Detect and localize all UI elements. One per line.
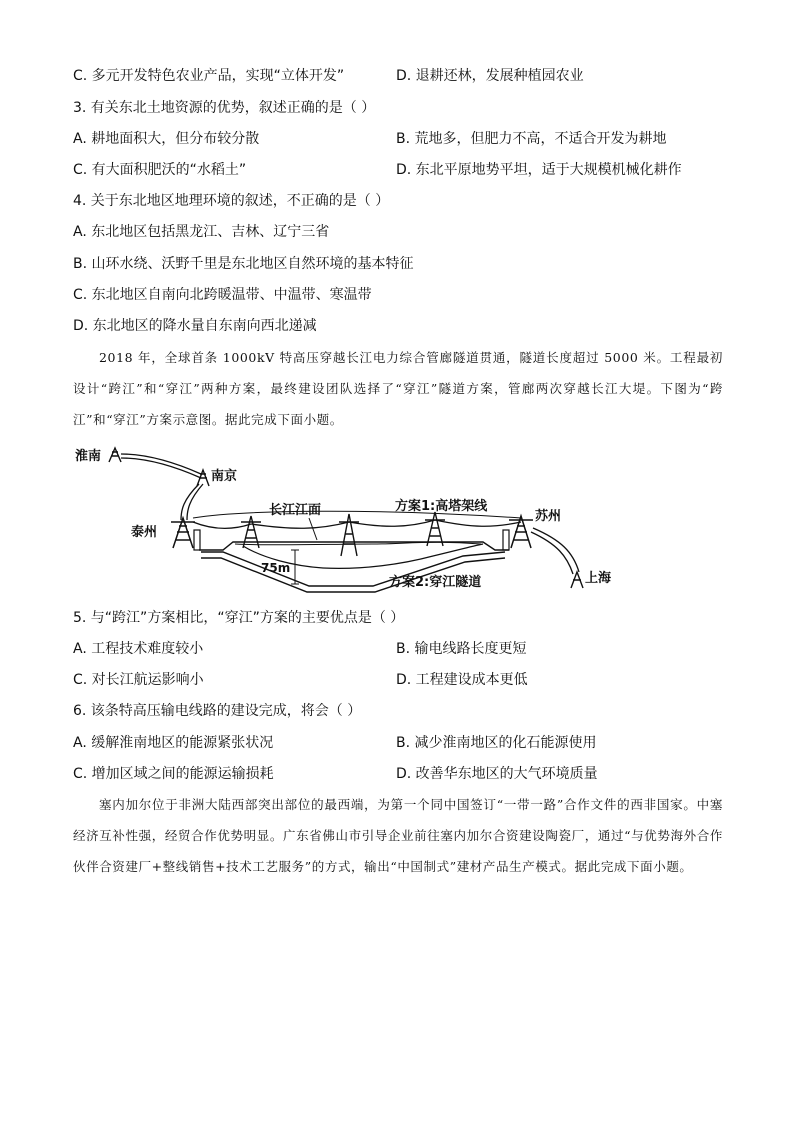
- q6-option-d: D. 改善华东地区的大气环境质量: [396, 766, 598, 782]
- q5-option-a: A. 工程技术难度较小: [73, 641, 204, 657]
- q4-option-c: C. 东北地区自南向北跨暖温带、中温带、寒温带: [73, 287, 372, 303]
- huainan-tower-icon: [109, 448, 121, 462]
- q3-option-b: B. 荒地多，但肥力不高，不适合开发为耕地: [396, 131, 667, 147]
- q6-stem: 6. 该条特高压输电线路的建设完成，将会（ ）: [73, 703, 362, 719]
- q3-stem: 3. 有关东北土地资源的优势，叙述正确的是（ ）: [73, 100, 376, 116]
- q5-options-row-cd: [73, 670, 733, 690]
- q3-options-row-ab: [73, 129, 733, 149]
- q6-option-a: A. 缓解淮南地区的能源紧张状况: [73, 735, 274, 751]
- shanghai-label: 上海: [585, 571, 612, 586]
- q4-option-a: A. 东北地区包括黑龙江、吉林、辽宁三省: [73, 224, 330, 240]
- q5-options-row-ab: [73, 639, 733, 659]
- q3-option-a: A. 耕地面积大，但分布较分散: [73, 131, 260, 147]
- huainan-label: 淮南: [75, 449, 102, 464]
- river-tower-3-icon: [425, 512, 445, 546]
- plan1-label: 方案1:高塔架线: [395, 499, 488, 514]
- q6-options-row-ab: [73, 733, 733, 753]
- shanghai-tower-icon: [571, 572, 583, 588]
- nanjing-label: 南京: [211, 469, 238, 484]
- q5-stem: 5. 与“跨江”方案相比，“穿江”方案的主要优点是（ ）: [73, 610, 405, 626]
- q4-stem: 4. 关于东北地区地理环境的叙述，不正确的是（ ）: [73, 193, 390, 209]
- q3-option-c: C. 有大面积肥沃的“水稻土”: [73, 162, 247, 178]
- q6-options-row-cd: [73, 764, 733, 784]
- q5-option-b: B. 输电线路长度更短: [396, 641, 527, 657]
- depth-label: 75m: [261, 561, 291, 575]
- q4-option-b: B. 山环水绕、沃野千里是东北地区自然环境的基本特征: [73, 256, 414, 272]
- passage-senegal-text: 塞内加尔位于非洲大陆西部突出部位的最西端，为第一个同中国签订“一带一路”合作文件的西非国家。中塞经济互补性强，经贸合作优势明显。广东省佛山市引导企业前往塞内加尔合资建设陶瓷厂，通过“与优势海外合作伙伴合资建厂+整线销售+技术工艺服务”的方式，输出“中国制式”建材产品生产模式。据此完成下面小题。: [73, 797, 723, 874]
- q2-options-row-cd: [73, 66, 733, 86]
- q5-option-c: C. 对长江航运影响小: [73, 672, 204, 688]
- q6-option-b: B. 减少淮南地区的化石能源使用: [396, 735, 597, 751]
- q4-option-d: D. 东北地区的降水量自东南向西北递减: [73, 318, 317, 334]
- q5-option-d: D. 工程建设成本更低: [396, 672, 528, 688]
- river-surface-label: 长江江面: [269, 503, 322, 518]
- river-tower-2-icon: [339, 514, 359, 556]
- q6-option-c: C. 增加区域之间的能源运输损耗: [73, 766, 274, 782]
- passage-tunnel: [73, 342, 723, 435]
- suzhou-label: 苏州: [535, 509, 562, 524]
- taizhou-tower-icon: [171, 518, 195, 548]
- suzhou-tower-icon: [509, 516, 533, 548]
- q3-options-row-cd: [73, 160, 733, 180]
- passage-tunnel-text: 2018 年，全球首条 1000kV 特高压穿越长江电力综合管廊隧道贯通，隧道长度超过 5000 米。工程最初设计“跨江”和“穿江”两种方案，最终建设团队选择了“穿江”隧道方案，管廊两次穿越长江大堤。下图为“跨江”和“穿江”方案示意图。据此完成下面小题。: [73, 350, 723, 427]
- passage-senegal: [73, 789, 723, 882]
- taizhou-label: 泰州: [131, 525, 158, 540]
- plan2-label: 方案2:穿江隧道: [389, 575, 482, 590]
- q3-option-d: D. 东北平原地势平坦，适于大规模机械化耕作: [396, 162, 682, 178]
- river-tower-1-icon: [241, 516, 261, 548]
- river-crossing-diagram: [73, 440, 633, 600]
- q2-option-c: C. 多元开发特色农业产品，实现“立体开发”: [73, 68, 345, 84]
- q2-option-d: D. 退耕还林，发展种植园农业: [396, 68, 584, 84]
